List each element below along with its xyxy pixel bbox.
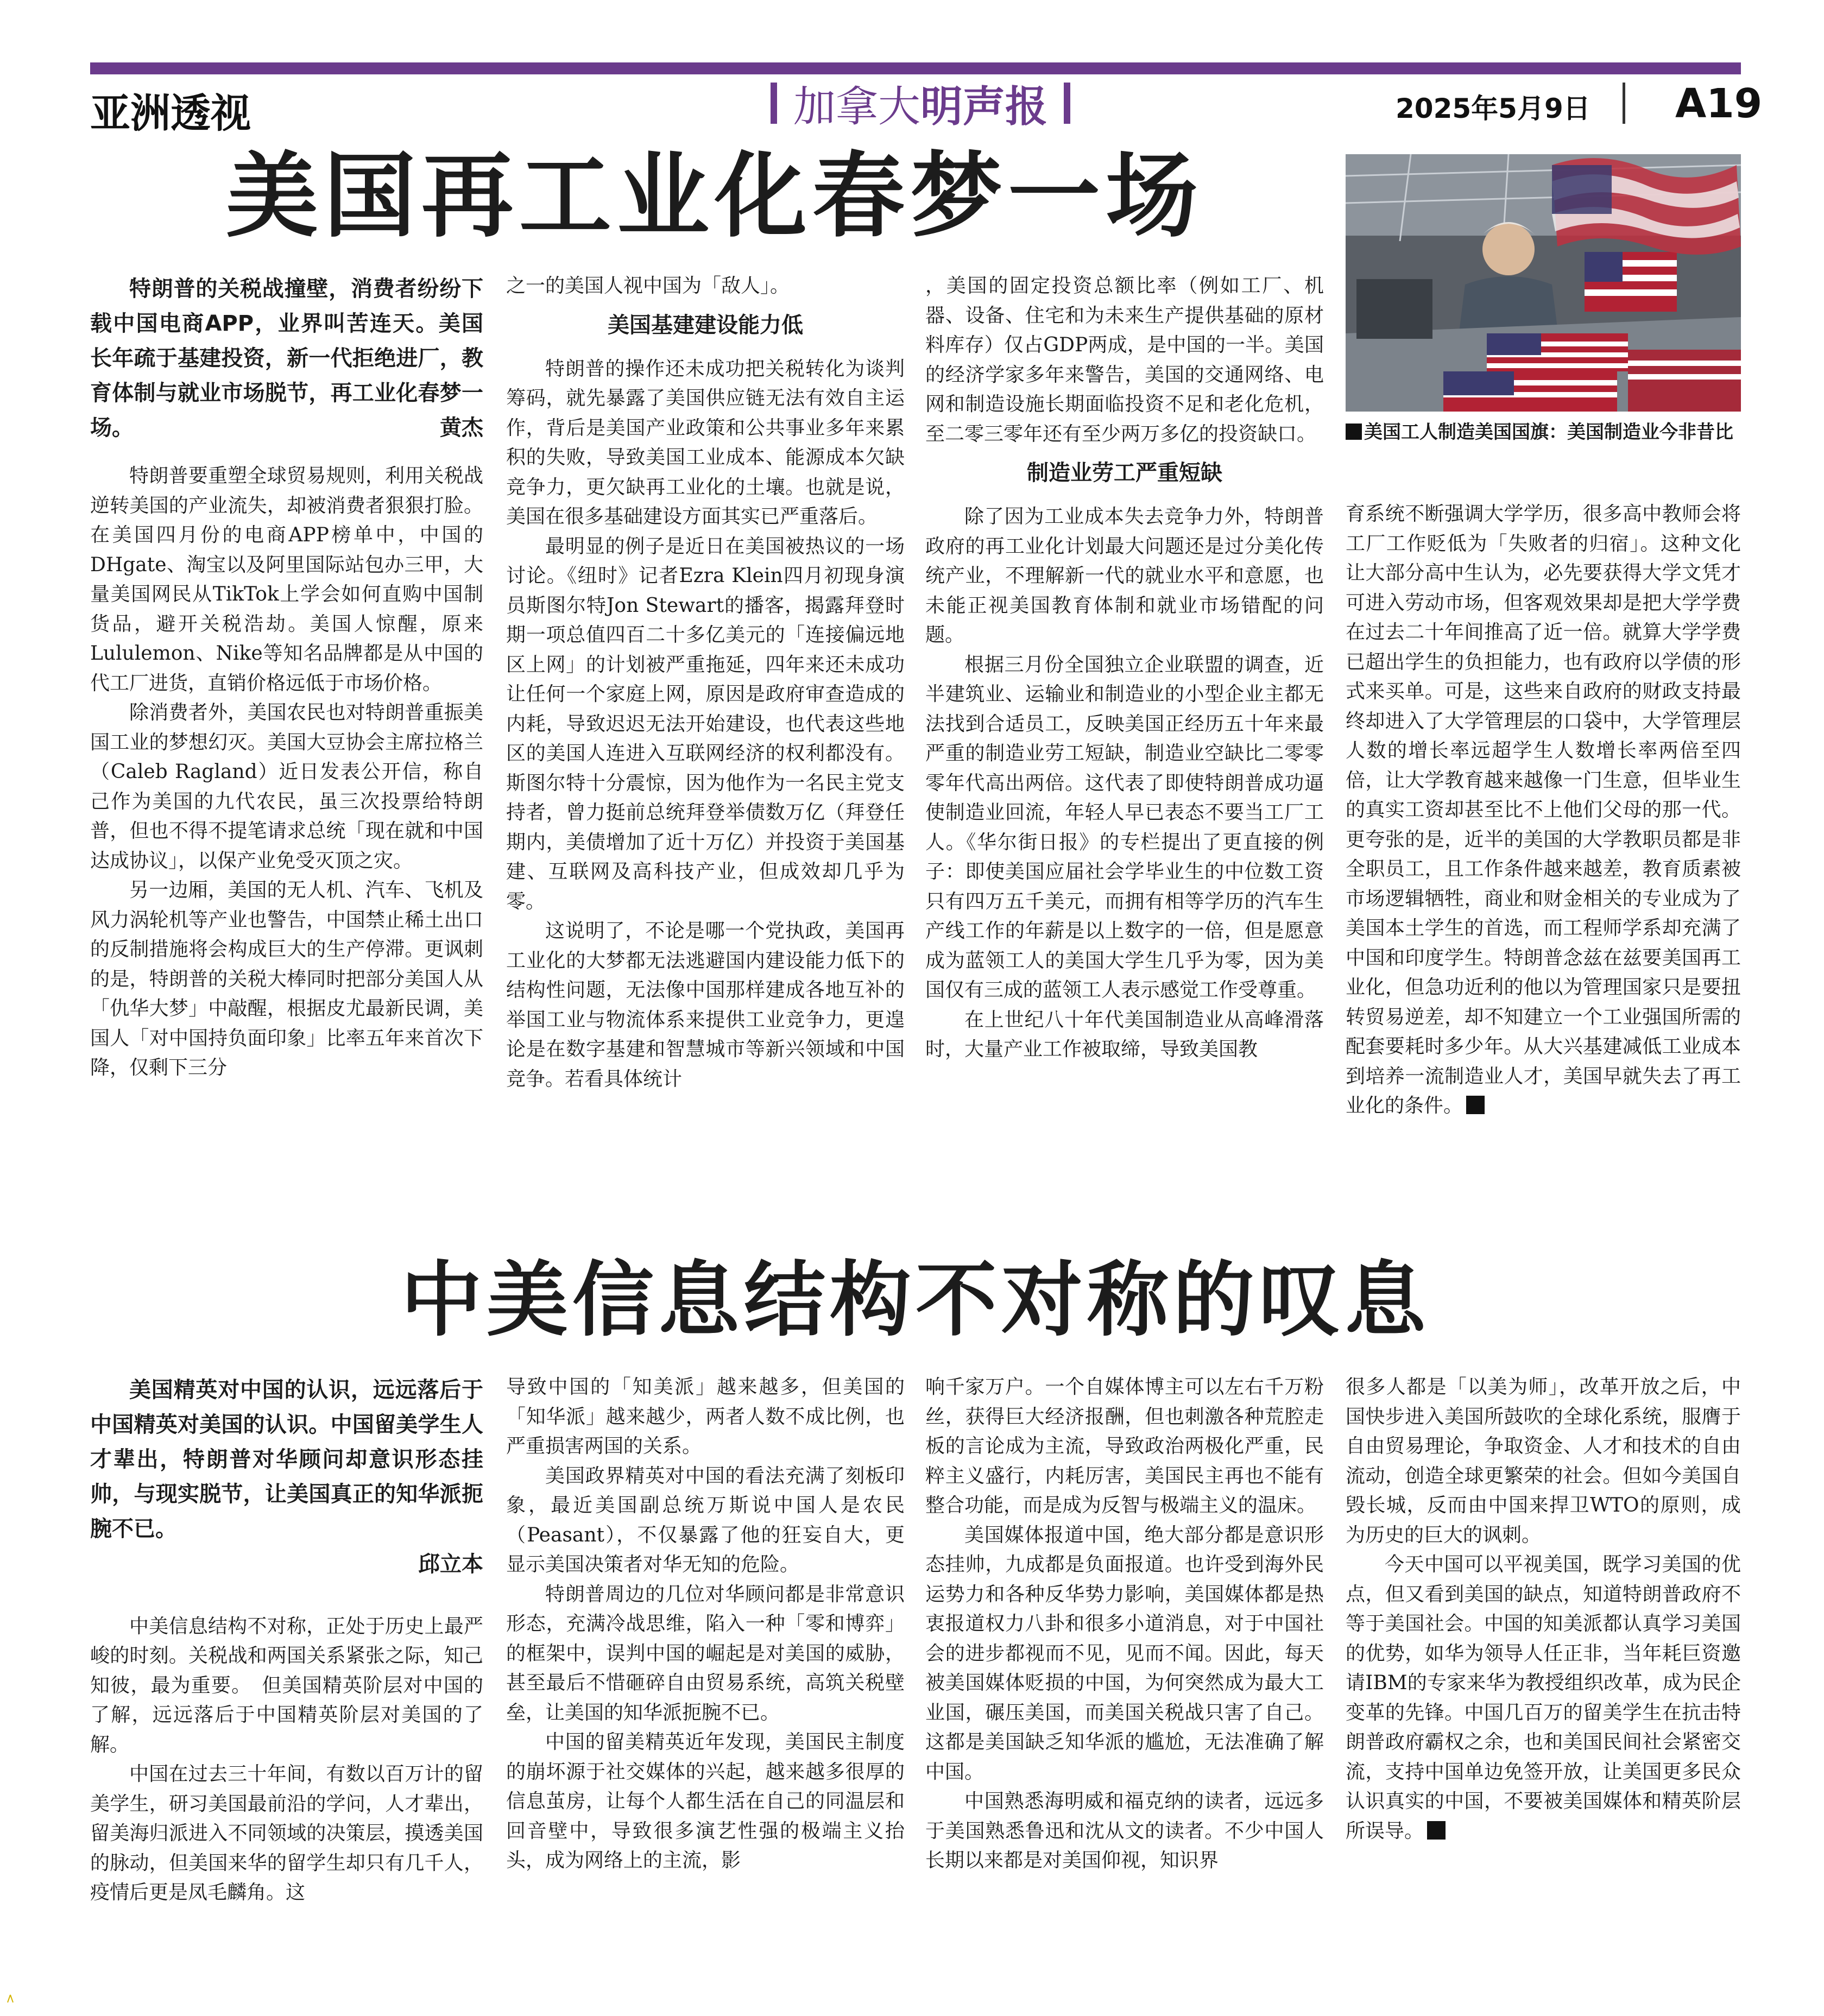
masthead-bar-left bbox=[771, 83, 777, 124]
article1-paragraph: 另一边厢，美国的无人机、汽车、飞机及风力涡轮机等产业也警告，中国禁止稀土出口的反制措施将会构成巨大的生产停滞。更讽刺的是，特朗普的关税大棒同时把部分美国人从「仇华大梦」中敲醒，根据皮尤最新民调，美国人「对中国持负面印象」比率五年来首次下降，仅剩下三分 bbox=[90, 879, 483, 1079]
article1-lead: 特朗普的关税战撞壁，消费者纷纷下载中国电商APP，业界叫苦连天。美国长年疏于基建投资，新一代拒绝进厂，教育体制与就业市场脱节，再工业化春梦一场。 黄杰 bbox=[90, 271, 483, 445]
article2-author: 邱立本 bbox=[418, 1552, 483, 1577]
masthead-name-a: 加拿大 bbox=[793, 83, 920, 131]
crop-mark-icon bbox=[7, 1994, 14, 2004]
article2-headline: 中美信息结构不对称的叹息 bbox=[400, 1253, 1430, 1348]
article1-subhead-infrastructure: 美国基建建设能力低 bbox=[608, 312, 803, 338]
issue-date: 2025年5月9日 bbox=[1396, 93, 1591, 124]
article2-paragraph: 很多人都是「以美为师」，改革开放之后，中国快步进入美国所鼓吹的全球化系统，服膺于自由贸易理论，争取资金、人才和技术的自由流动，创造全球更繁荣的社会。但如今美国自毁长城，反而由中国来捍卫WTO的原则，成为历史的巨大的讽刺。 bbox=[1346, 1376, 1741, 1546]
article2-paragraph: 特朗普周边的几位对华顾问都是非常意识形态，充满冷战思维，陷入一种「零和博弈」的框架中，误判中国的崛起是对美国的威胁，甚至最后不惜砸碎自由贸易系统，高筑关税壁垒，让美国的知华派扼腕不已。 bbox=[506, 1583, 905, 1724]
masthead-name-b: 明声报 bbox=[920, 83, 1048, 131]
masthead-bar-right bbox=[1064, 83, 1070, 124]
article1-column-2 bbox=[506, 271, 905, 1243]
article2-column-4 bbox=[1346, 1373, 1741, 2013]
end-of-article-icon bbox=[1466, 1096, 1485, 1114]
article1-column-3 bbox=[925, 271, 1324, 1243]
page-number: A19 bbox=[1675, 80, 1763, 127]
article1-paragraph: ，美国的固定投资总额比率（例如工厂、机器、设备、住宅和为未来生产提供基础的原材料库存）仅占GDP两成，是中国的一半。美国的经济学家多年来警告，美国的交通网络、电网和制造设施长期面临投资不足和老化危机，至二零三零年还有至少两万多亿的投资缺口。 bbox=[925, 275, 1324, 445]
article1-paragraph: 这说明了，不论是哪一个党执政，美国再工业化的大梦都无法逃避国内建设能力低下的结构性问题，无法像中国那样建成各地互补的举国工业与物流体系来提供工业竞争力，更遑论是在数字基建和智慧城市等新兴领域和中国竞争。若看具体统计 bbox=[506, 920, 905, 1090]
article2-column-2 bbox=[506, 1373, 905, 2013]
factory-flag-photo bbox=[1346, 154, 1741, 412]
article2-paragraph: 今天中国可以平视美国，既学习美国的优点，但又看到美国的缺点，知道特朗普政府不等于美国社会。中国的知美派都认真学习美国的优势，如华为领导人任正非，当年耗巨资邀请IBM的专家来华为教授组织改革，成为民企变革的先锋。中国几百万的留美学生在抗击特朗普政府霸权之余，也和美国民间社会紧密交流，支持中国单边免签开放，让美国更多民众认识真实的中国，不要被美国媒体和精英阶层所误导。 bbox=[1346, 1553, 1741, 1842]
photo-caption: 美国工人制造美国国旗：美国制造业今非昔比 bbox=[1346, 418, 1741, 446]
article2-paragraph: 中国熟悉海明威和福克纳的读者，远远多于美国熟悉鲁迅和沈从文的读者。不少中国人长期以来都是对美国仰视，知识界 bbox=[925, 1790, 1324, 1872]
article2-lead: 美国精英对中国的认识，远远落后于中国精英对美国的认识。中国留美学生人才辈出，特朗普对华顾问却意识形态挂帅，与现实脱节，让美国真正的知华派扼腕不已。 bbox=[90, 1377, 483, 1541]
article1-paragraph: 特朗普的操作还未成功把关税转化为谈判筹码，就先暴露了美国供应链无法有效自主运作，背后是美国产业政策和公共事业多年来累积的失败，导致美国工业成本、能源成本欠缺竞争力，更欠缺再工业化的土壤。也就是说，美国在很多基础建设方面其实已严重落后。 bbox=[506, 357, 905, 528]
article1-paragraph: 特朗普要重塑全球贸易规则，利用关税战逆转美国的产业流失，却被消费者狠狠打脸。在美国四月份的电商APP榜单中，中国的DHgate、淘宝以及阿里国际站包办三甲，大量美国网民从TikTok上学会如何直购中国制货品，避开关税浩劫。美国人惊醒，原来Lululemon、Nike等知名品牌都是从中国的代工厂进货，直销价格远低于市场价格。 bbox=[90, 465, 483, 694]
article2-paragraph: 响千家万户。一个自媒体博主可以左右千万粉丝，获得巨大经济报酬，但也刺激各种荒腔走板的言论成为主流，导致政治两极化严重，民粹主义盛行，内耗厉害，美国民主再也不能有整合功能，而是成为反智与极端主义的温床。 bbox=[925, 1376, 1324, 1516]
article1-column-4 bbox=[1346, 500, 1741, 1243]
article1-headline: 美国再工业化春梦一场 bbox=[225, 143, 1203, 250]
header-divider bbox=[1623, 83, 1625, 124]
caption-square-icon bbox=[1346, 424, 1362, 440]
newspaper-masthead bbox=[744, 76, 1097, 130]
article1-paragraph: 之一的美国人视中国为「敌人」。 bbox=[506, 275, 790, 297]
article2-paragraph: 中国的留美精英近年发现，美国民主制度的崩坏源于社交媒体的兴起，越来越多很厚的信息茧房，让每个人都生活在自己的同温层和回音壁中，导致很多演艺性强的极端主义抬头，成为网络上的主流，影 bbox=[506, 1731, 905, 1872]
article1-paragraph: 育系统不断强调大学学历，很多高中教师会将工厂工作贬低为「失败者的归宿」。这种文化让大部分高中生认为，必先要获得大学文凭才可进入劳动市场，但客观效果却是把大学学费在过去二十年间推高了近一倍。就算大学学费已超出学生的负担能力，也有政府以学债的形式来买单。可是，这些来自政府的财政支持最终却进入了大学管理层的口袋中，大学管理层人数的增长率远超学生人数增长率两倍至四倍，让大学教育越来越像一门生意，但毕业生的真实工资却甚至比不上他们父母的那一代。更夸张的是，近半的美国的大学教职员都是非全职员工，且工作条件越来越差，教育质素被市场逻辑牺牲，商业和财金相关的专业成为了美国本土学生的首选，而工程师学系却充满了中国和印度学生。特朗普念兹在兹要美国再工业化，但急功近利的他以为管理国家只是要扭转贸易逆差，却不知建立一个工业强国所需的配套要耗时多少年。从大兴基建减低工业成本到培养一流制造业人才，美国早就失去了再工业化的条件。 bbox=[1346, 503, 1741, 1117]
article1-paragraph: 根据三月份全国独立企业联盟的调查，近半建筑业、运输业和制造业的小型企业主都无法找到合适员工，反映美国正经历五十年来最严重的制造业劳工短缺，制造业空缺比二零零零年代高出两倍。这代表了即使特朗普成功逼使制造业回流，年轻人早已表态不要当工厂工人。《华尔街日报》的专栏提出了更直接的例子：即使美国应届社会学毕业生的中位数工资只有四万五千美元，而拥有相等学历的汽车生产线工作的年薪是以上数字的一倍，但是愿意成为蓝领工人的美国大学生几乎为零，因为美国仅有三成的蓝领工人表示感觉工作受尊重。 bbox=[925, 653, 1324, 1001]
article2-paragraph: 美国媒体报道中国，绝大部分都是意识形态挂帅，九成都是负面报道。也许受到海外民运势力和各种反华势力影响，美国媒体都是热衷报道权力八卦和很多小道消息，对于中国社会的进步都视而不见，见而不闻。因此，每天被美国媒体贬损的中国，为何突然成为最大工业国，碾压美国，而美国关税战只害了自己。这都是美国缺乏知华派的尴尬，无法准确了解中国。 bbox=[925, 1524, 1324, 1783]
section-title: 亚洲透视 bbox=[90, 90, 251, 137]
article1-column-1 bbox=[90, 271, 483, 1243]
article1-author: 黄杰 bbox=[440, 415, 483, 440]
article2-paragraph: 中美信息结构不对称，正处于历史上最严峻的时刻。关税战和两国关系紧张之际，知己知彼，最为重要。 但美国精英阶层对中国的了解，远远落后于中国精英阶层对美国的了解。 bbox=[90, 1615, 483, 1756]
article2-paragraph: 中国在过去三十年间，有数以百万计的留美学生，研习美国最前沿的学问，人才辈出，留美海归派进入不同领域的决策层，摸透美国的脉动，但美国来华的留学生却只有几千人，疫情后更是凤毛麟角。这 bbox=[90, 1763, 483, 1904]
article2-column-3 bbox=[925, 1373, 1324, 2013]
article1-paragraph: 除了因为工业成本失去竞争力外，特朗普政府的再工业化计划最大问题还是过分美化传统产业，不理解新一代的就业水平和意愿，也未能正视美国教育体制和就业市场错配的问题。 bbox=[925, 505, 1324, 646]
article1-paragraph: 在上世纪八十年代美国制造业从高峰滑落时，大量产业工作被取缔，导致美国教 bbox=[925, 1008, 1324, 1060]
masthead-text bbox=[793, 73, 1047, 134]
article2-column-1 bbox=[90, 1373, 483, 2013]
end-of-article-icon bbox=[1427, 1821, 1446, 1840]
article1-paragraph: 除消费者外，美国农民也对特朗普重振美国工业的梦想幻灭。美国大豆协会主席拉格兰（Caleb Ragland）近日发表公开信，称自己作为美国的九代农民，虽三次投票给特朗普，但也不得不提笔请求总统「现在就和中国达成协议」，以保产业免受灭顶之灾。 bbox=[90, 702, 483, 872]
article2-paragraph: 导致中国的「知美派」越来越多，但美国的「知华派」越来越少，两者人数不成比例，也严重损害两国的关系。 bbox=[506, 1376, 905, 1457]
article2-paragraph: 美国政界精英对中国的看法充满了刻板印象，最近美国副总统万斯说中国人是农民（Peasant），不仅暴露了他的狂妄自大，更显示美国决策者对华无知的危险。 bbox=[506, 1464, 905, 1576]
article1-paragraph: 最明显的例子是近日在美国被热议的一场讨论。《纽时》记者Ezra Klein四月初现身演员斯图尔特Jon Stewart的播客，揭露拜登时期一项总值四百二十多亿美元的「连接偏远地区上网」的计划被严重拖延，四年来还未成功让任何一个家庭上网，原因是政府审查造成的内耗，导致迟迟无法开始建设，也代表这些地区的美国人连进入互联网经济的权利都没有。斯图尔特十分震惊，因为他作为一名民主党支持者，曾力挺前总统拜登举债数万亿（拜登任期内，美债增加了近十万亿）并投资于美国基建、互联网及高科技产业，但成效却几乎为零。 bbox=[506, 535, 905, 913]
article1-subhead-labor: 制造业劳工严重短缺 bbox=[1027, 460, 1222, 485]
